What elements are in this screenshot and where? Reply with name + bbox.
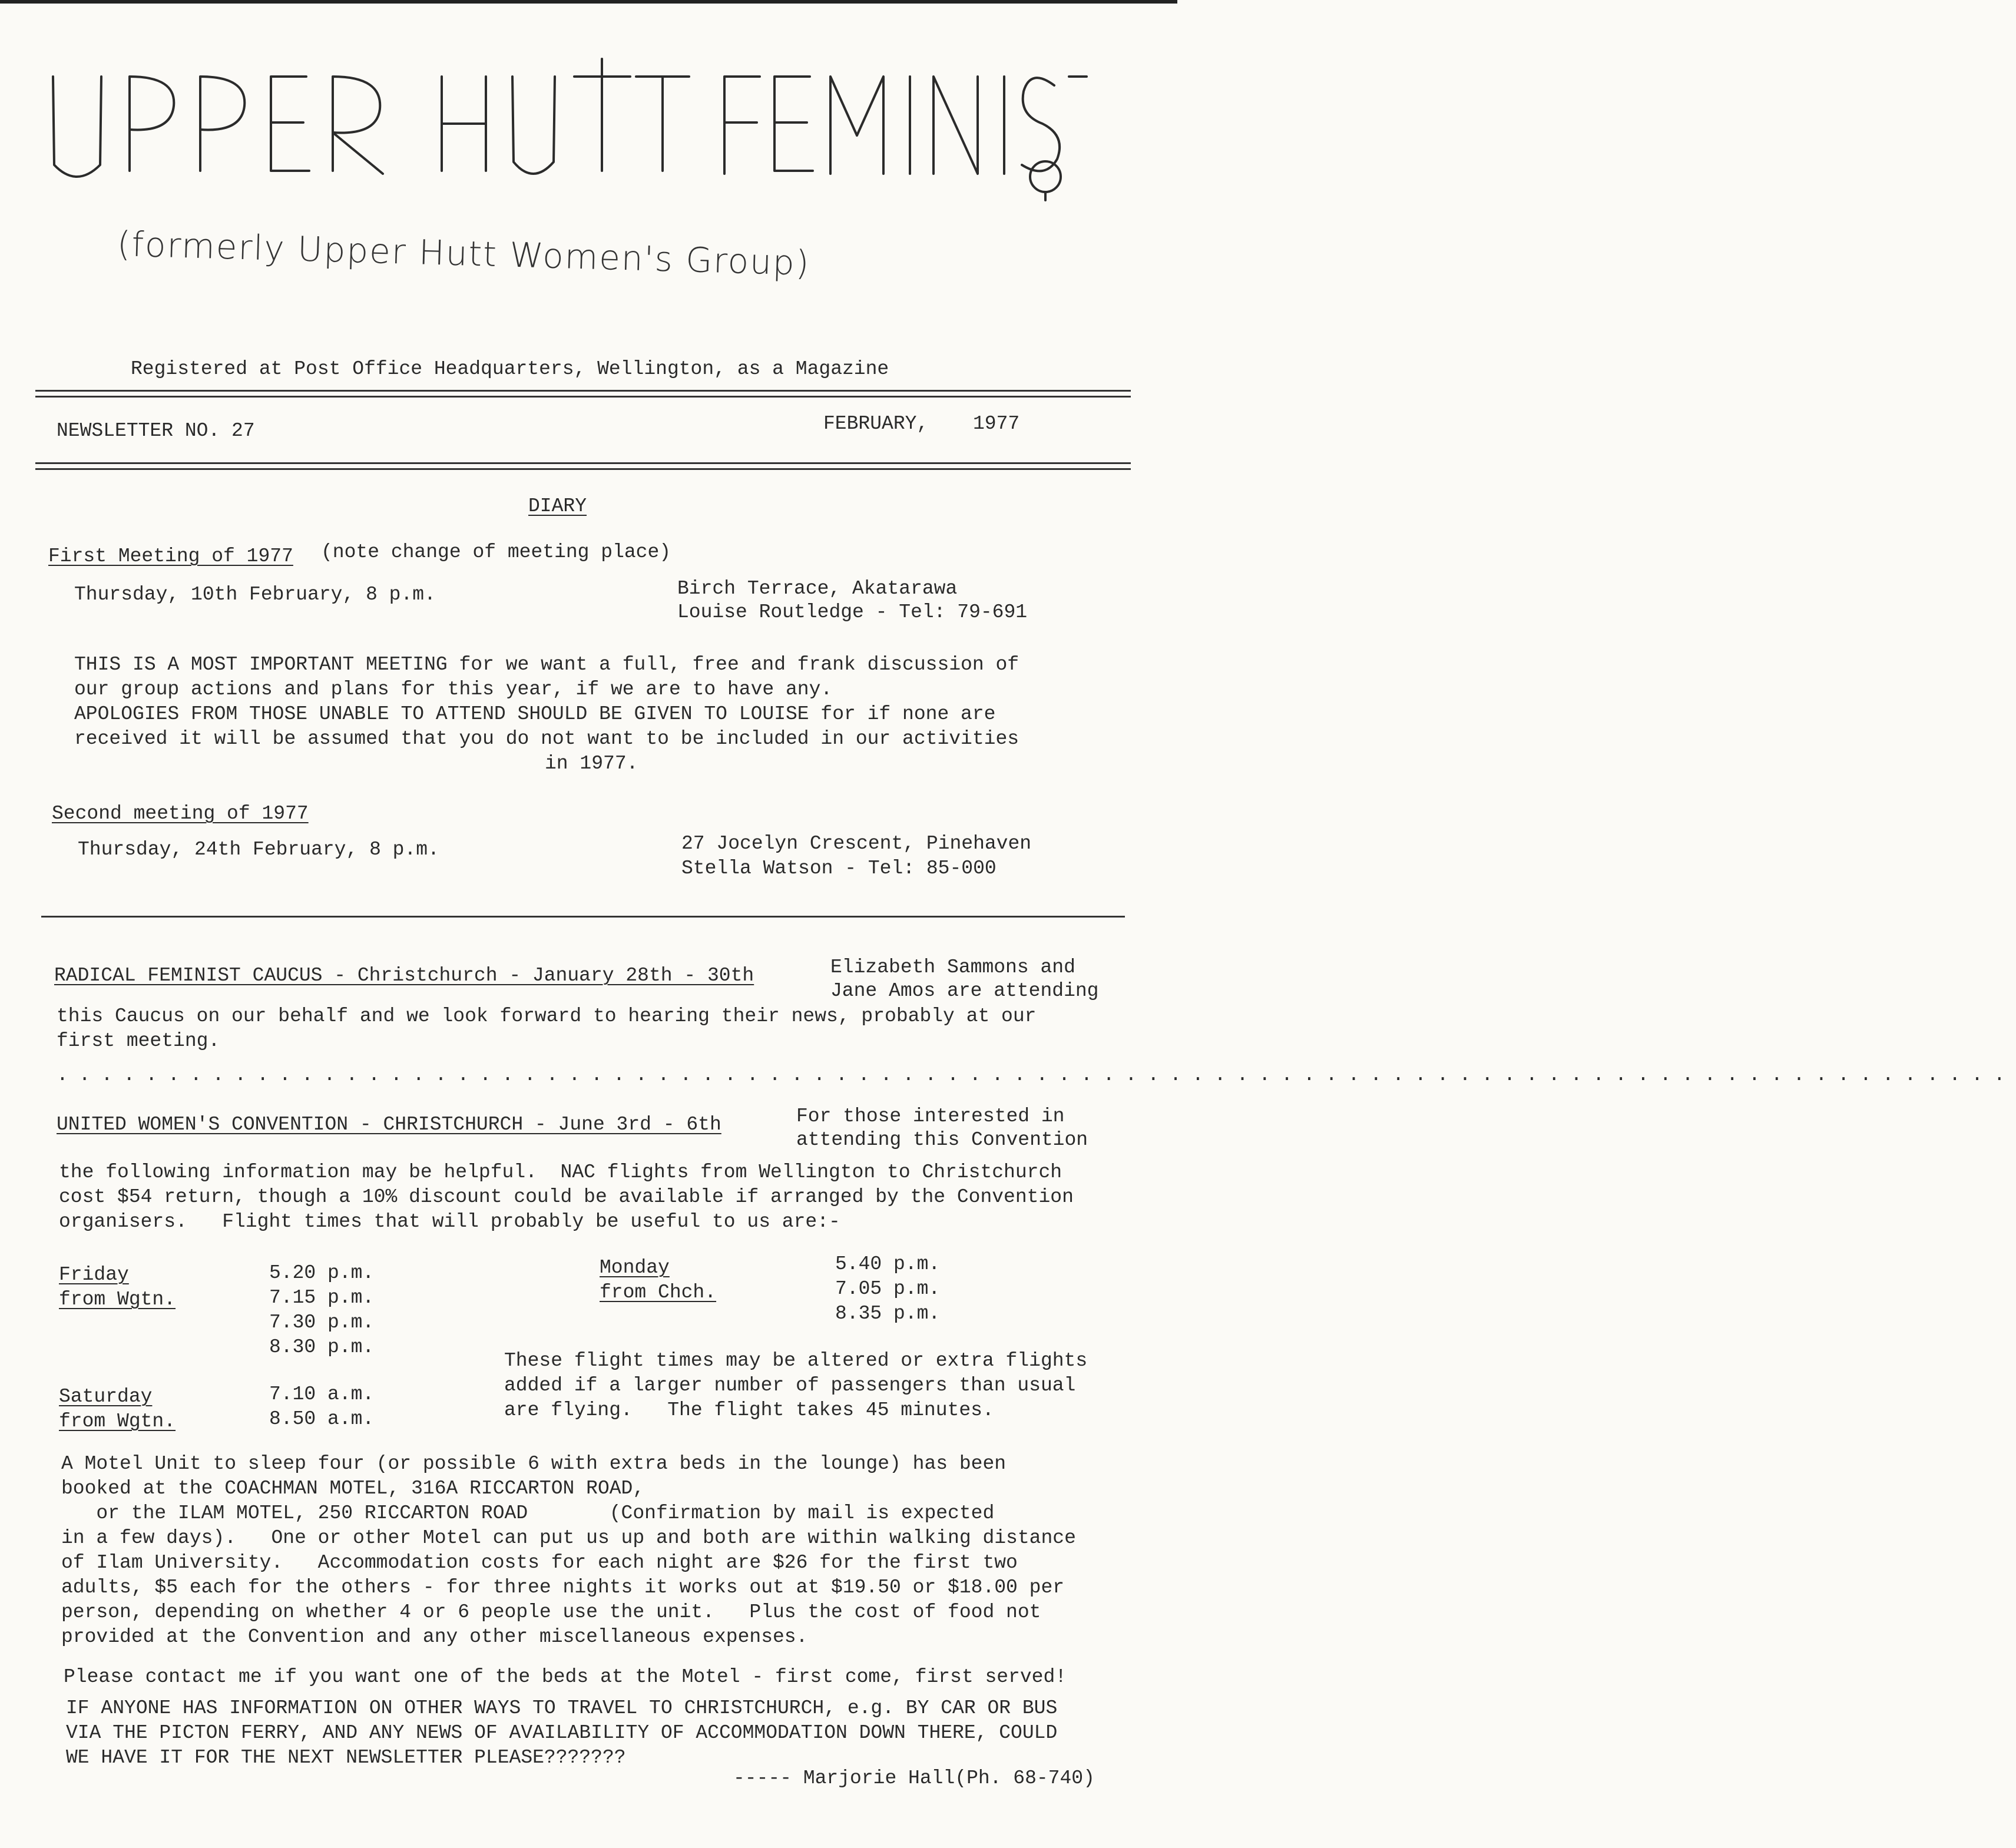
- convention-side-1: For those interested in: [796, 1105, 1065, 1127]
- monday-time: 8.35 p.m.: [835, 1303, 941, 1324]
- monday-time: 7.05 p.m.: [835, 1278, 941, 1300]
- flight-note-2: added if a larger number of passengers than usual: [504, 1375, 1076, 1396]
- second-meeting-place: 27 Jocelyn Crescent, Pinehaven: [681, 833, 1032, 855]
- motel-line-7: person, depending on whether 4 or 6 people use the unit. Plus the cost of food not: [61, 1601, 1041, 1623]
- motel-line-8: provided at the Convention and any other miscellaneous expenses.: [61, 1626, 808, 1648]
- caucus-heading: RADICAL FEMINIST CAUCUS - Christchurch - January 28th - 30th: [54, 965, 754, 986]
- divider-section: [41, 916, 1125, 918]
- divider-top-2: [35, 396, 1131, 398]
- masthead-subtitle: (formerly Upper Hutt Women's Group): [117, 224, 811, 283]
- first-meeting-body-2: our group actions and plans for this year, if we are to have any.: [74, 678, 833, 700]
- divider-mid-2: [35, 468, 1131, 470]
- motel-line-3: or the ILAM MOTEL, 250 RICCARTON ROAD (Confirmation by mail is expected: [61, 1502, 995, 1524]
- first-meeting-body-1: THIS IS A MOST IMPORTANT MEETING for we want a full, free and frank discussion of: [74, 654, 1019, 675]
- second-meeting-when: Thursday, 24th February, 8 p.m.: [78, 839, 439, 860]
- dotted-separator: ........................................................................................: [57, 1064, 2016, 1086]
- friday-time: 5.20 p.m.: [269, 1262, 375, 1284]
- issue-month: FEBRUARY,: [823, 413, 929, 435]
- masthead-lettering: [41, 53, 1090, 200]
- friday-label: Friday: [59, 1264, 129, 1286]
- registration-line: Registered at Post Office Headquarters, Wellington, as a Magazine: [131, 358, 889, 380]
- divider-mid-1: [35, 462, 1131, 464]
- convention-intro-1: the following information may be helpful. NAC flights from Wellington to Christchurch: [59, 1161, 1062, 1183]
- request-line-2: VIA THE PICTON FERRY, AND ANY NEWS OF AVAILABILITY OF ACCOMMODATION DOWN THERE, COULD: [66, 1722, 1058, 1744]
- second-meeting-contact: Stella Watson - Tel: 85-000: [681, 857, 997, 879]
- saturday-label: Saturday: [59, 1386, 153, 1407]
- masthead-title: [41, 53, 1090, 200]
- first-meeting-body-5: in 1977.: [545, 753, 638, 774]
- request-line-3: WE HAVE IT FOR THE NEXT NEWSLETTER PLEASE???????: [66, 1747, 626, 1768]
- motel-line-1: A Motel Unit to sleep four (or possible 6 with extra beds in the lounge) has been: [61, 1453, 1007, 1475]
- convention-intro-3: organisers. Flight times that will probably be useful to us are:-: [59, 1211, 840, 1233]
- motel-line-4: in a few days). One or other Motel can put us up and both are within walking distance: [61, 1527, 1076, 1549]
- second-meeting-heading: Second meeting of 1977: [52, 803, 309, 824]
- issue-year: 1977: [973, 413, 1020, 435]
- flight-note-1: These flight times may be altered or extra flights: [504, 1350, 1088, 1372]
- caucus-side-2: Jane Amos are attending: [830, 980, 1099, 1002]
- motel-line-5: of Ilam University. Accommodation costs for each night are $26 for the first two: [61, 1552, 1018, 1574]
- monday-label: Monday: [600, 1257, 670, 1279]
- friday-from: from Wgtn.: [59, 1289, 176, 1310]
- newsletter-number: NEWSLETTER NO. 27: [57, 420, 255, 442]
- page-edge: [0, 0, 1177, 4]
- first-meeting-heading: First Meeting of 1977: [48, 545, 293, 567]
- flight-note-3: are flying. The flight takes 45 minutes.: [504, 1399, 994, 1421]
- convention-heading: UNITED WOMEN'S CONVENTION - CHRISTCHURCH - June 3rd - 6th: [57, 1114, 721, 1135]
- first-meeting-when: Thursday, 10th February, 8 p.m.: [74, 584, 436, 605]
- saturday-time: 8.50 a.m.: [269, 1408, 375, 1430]
- convention-side-2: attending this Convention: [796, 1129, 1088, 1151]
- caucus-body-1: this Caucus on our behalf and we look forward to hearing their news, probably at our: [57, 1005, 1037, 1027]
- motel-line-6: adults, $5 each for the others - for three nights it works out at $19.50 or $18.00 per: [61, 1577, 1065, 1598]
- friday-time: 7.15 p.m.: [269, 1287, 375, 1309]
- friday-time: 8.30 p.m.: [269, 1336, 375, 1358]
- monday-from: from Chch.: [600, 1281, 717, 1303]
- friday-time: 7.30 p.m.: [269, 1312, 375, 1333]
- diary-heading: DIARY: [528, 495, 587, 517]
- divider-top-1: [35, 390, 1131, 392]
- monday-time: 5.40 p.m.: [835, 1253, 941, 1275]
- saturday-time: 7.10 a.m.: [269, 1383, 375, 1405]
- signature: ----- Marjorie Hall(Ph. 68-740): [733, 1767, 1095, 1789]
- first-meeting-contact: Louise Routledge - Tel: 79-691: [677, 601, 1028, 623]
- saturday-from: from Wgtn.: [59, 1410, 176, 1432]
- first-meeting-body-3: APOLOGIES FROM THOSE UNABLE TO ATTEND SHOULD BE GIVEN TO LOUISE for if none are: [74, 703, 996, 725]
- contact-line: Please contact me if you want one of the beds at the Motel - first come, first served!: [64, 1666, 1067, 1688]
- request-line-1: IF ANYONE HAS INFORMATION ON OTHER WAYS TO TRAVEL TO CHRISTCHURCH, e.g. BY CAR OR BUS: [66, 1697, 1058, 1719]
- first-meeting-place: Birch Terrace, Akatarawa: [677, 578, 958, 600]
- first-meeting-note: (note change of meeting place): [321, 541, 671, 563]
- caucus-side-1: Elizabeth Sammons and: [830, 956, 1075, 978]
- motel-line-2: booked at the COACHMAN MOTEL, 316A RICCARTON ROAD,: [61, 1478, 645, 1499]
- caucus-body-2: first meeting.: [57, 1030, 220, 1052]
- convention-intro-2: cost $54 return, though a 10% discount could be available if arranged by the Convention: [59, 1186, 1074, 1208]
- first-meeting-body-4: received it will be assumed that you do not want to be included in our activities: [74, 728, 1019, 750]
